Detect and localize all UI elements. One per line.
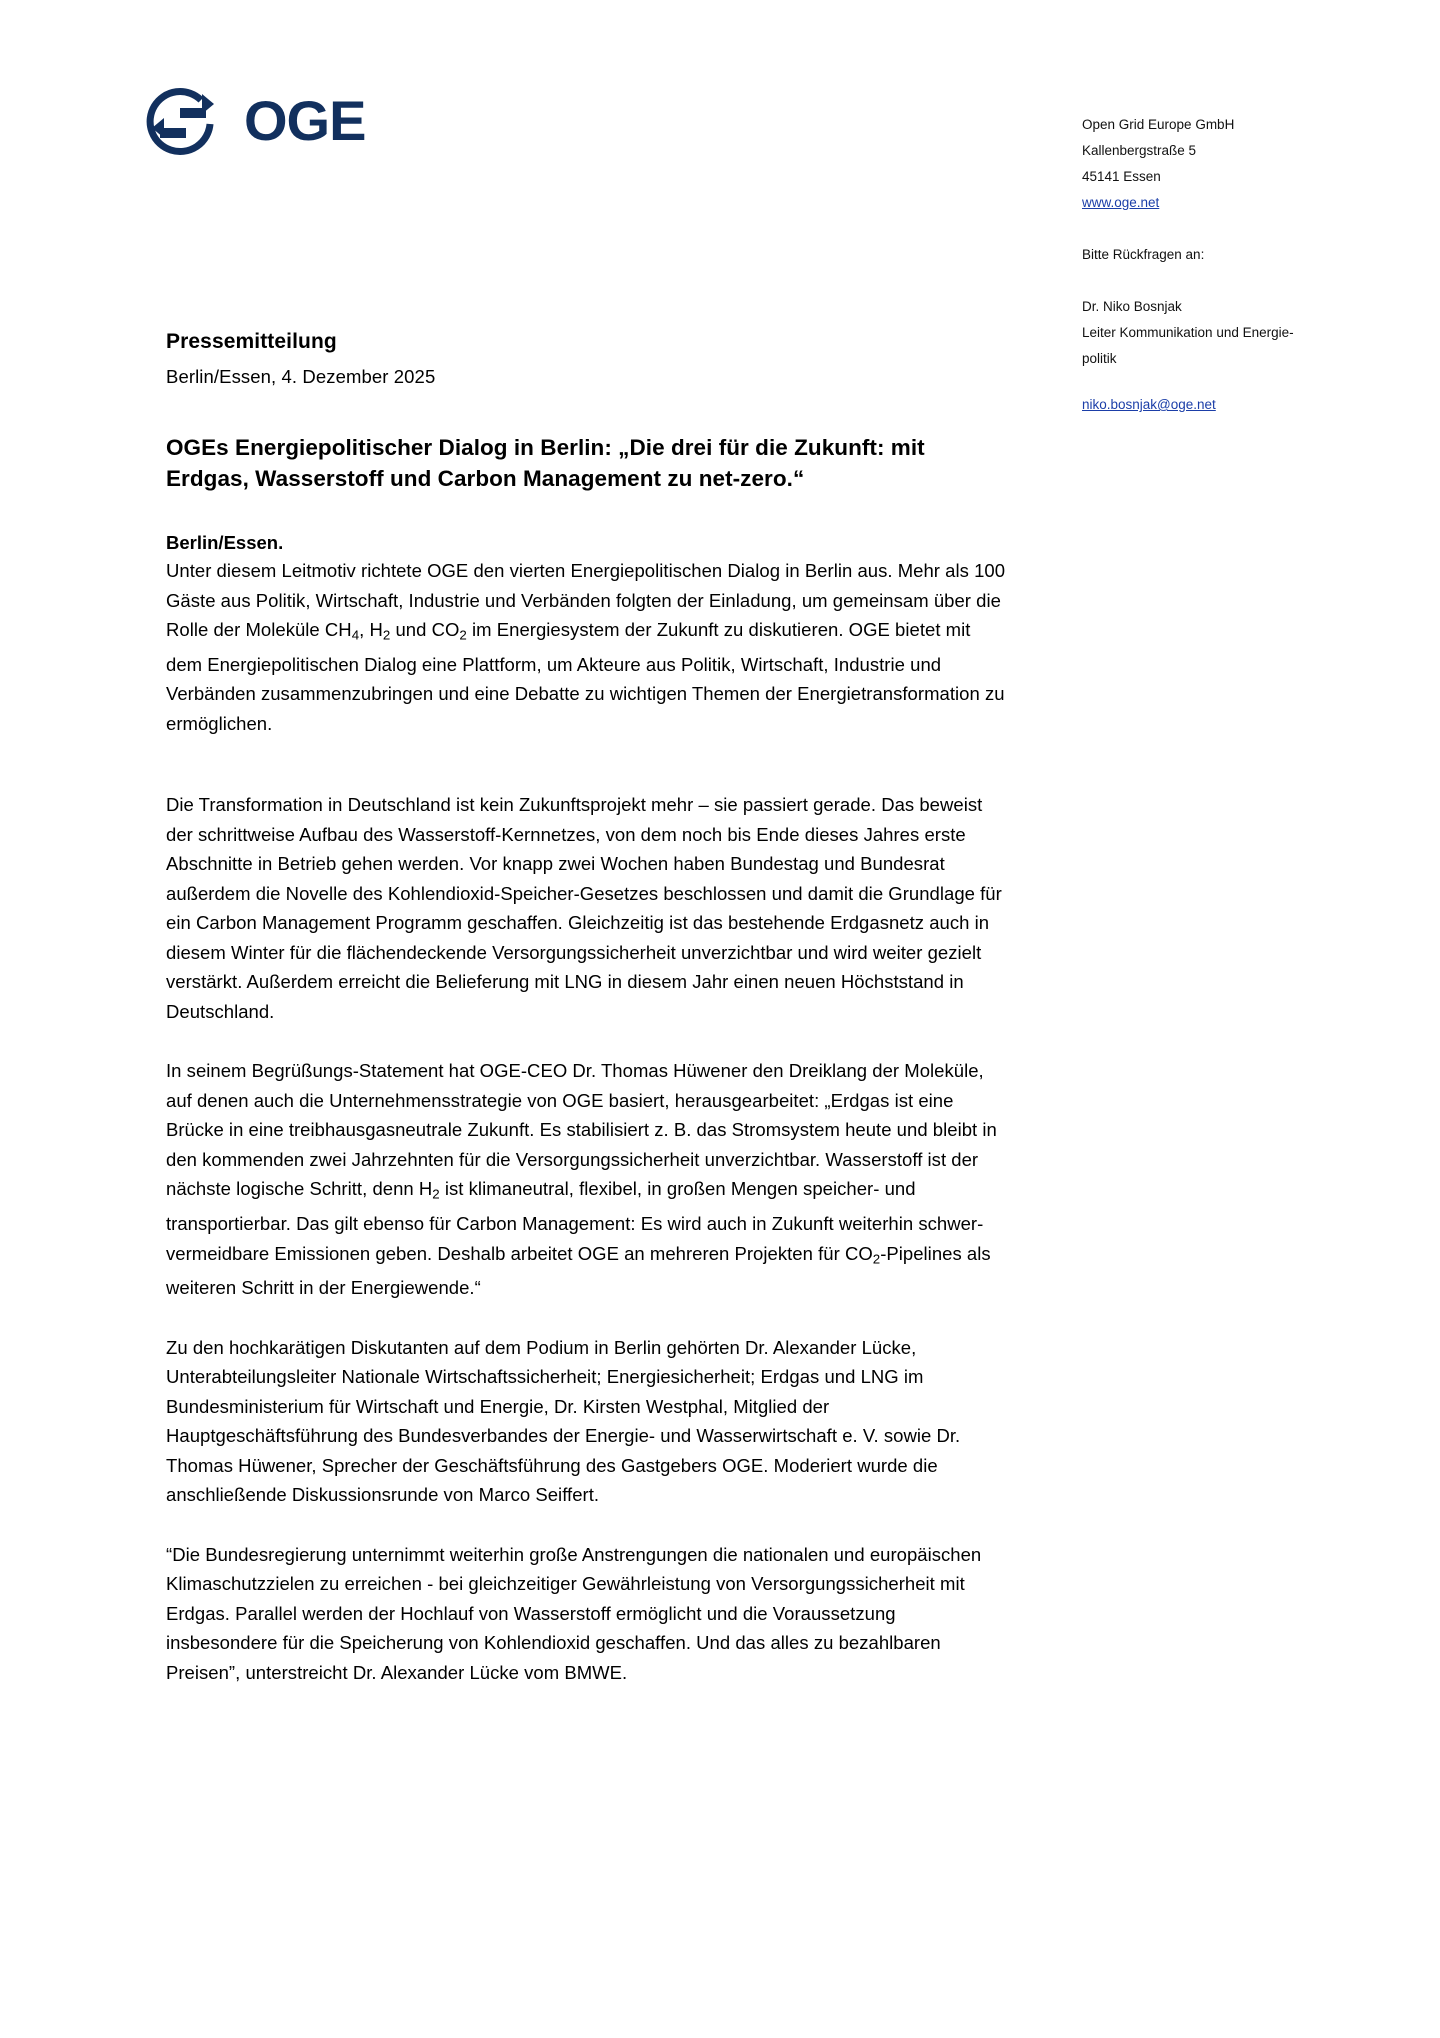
paragraph-2: Die Transformation in Deutschland ist kein Zukunftsprojekt mehr – sie passiert gerade. Das beweist der schrittweise Aufbau des Wasserstoff-Kernnetzes, von dem noch bis Ende dieses Jahres erste Abschnitte in Betrieb gehen werden. Vor knapp zwei Wochen haben Bundestag und Bundesrat außerdem die Novelle des Kohlendioxid-Speicher-Gesetzes beschlossen und damit die Grundlage für ein Carbon Management Programm geschaffen. Gleichzeitig ist das bestehende Erdgasnetz auch in diesem Winter für die flächendeckende Versorgungssicherheit unverzichtbar und wird weiter gezielt verstärkt. Außerdem erreicht die Belieferung mit LNG in diesem Jahr einen neuen Höchststand in Deutschland.	[166, 794, 1002, 1022]
sender-street: Kallenbergstraße 5	[1082, 143, 1197, 158]
contact-role-line2: politik	[1082, 351, 1117, 366]
contact-intro: Bitte Rückfragen an:	[1082, 247, 1205, 262]
paragraph-5: “Die Bundesregierung unternimmt weiterhin große Anstrengungen die nationalen und europäischen Klimaschutzzielen zu erreichen - bei gleichzeitiger Gewährleistung von Versorgungssicherheit mit Erdgas. Parallel werden der Hochlauf von Wasserstoff ermöglicht und die Voraussetzung insbesondere für die Speicherung von Kohlendioxid geschaffen. Und das alles zu bezahlbaren Preisen”, unterstreicht Dr. Alexander Lücke vom BMWE.	[166, 1543, 982, 1683]
paragraph-3: In seinem Begrüßungs-Statement hat OGE-CEO Dr. Thomas Hüwener den Dreiklang der Moleküle, auf denen auch die Unternehmensstrategie von OGE basiert, herausgearbeitet: „Erdgas ist eine Brücke in eine treibhausgasneutrale Zukunft. Es stabilisiert z. B. das Stromsystem heute und bleibt in den kommenden zwei Jahrzehnten für die Versorgungssicherheit unverzichtbar. Wasserstoff ist der nächste logische Schritt, denn $H_2$ ist klimaneutral, flexibel, in großen Mengen speicher- und transportierbar. Das gilt ebenso für Carbon Management: Es wird auch in Zukunft weiterhin schwer-vermeidbare Emissionen geben. Deshalb arbeitet OGE an mehreren Projekten für $CO_2$-Pipelines als weiteren Schritt in der Energiewende.“	[166, 1060, 997, 1299]
contact-name: Dr. Niko Bosnjak	[1082, 299, 1182, 314]
document-kicker: Pressemitteilung	[166, 330, 337, 353]
contact-email-link[interactable]: niko.bosnjak@oge.net	[1082, 397, 1216, 412]
paragraph-4: Zu den hochkarätigen Diskutanten auf dem Podium in Berlin gehörten Dr. Alexander Lücke, Unterabteilungsleiter Nationale Wirtschaftssicherheit; Energiesicherheit; Erdgas und LNG im Bundesministerium für Wirtschaft und Energie, Dr. Kirsten Westphal, Mitglied der Hauptgeschäftsführung des Bundesverbandes der Energie- und Wasserwirtschaft e. V. sowie Dr. Thomas Hüwener, Sprecher der Geschäftsführung des Gastgebers OGE. Moderiert wurde die anschließende Diskussionsrunde von Marco Seiffert.	[166, 1336, 961, 1506]
oge-logo-mark-icon	[140, 78, 226, 164]
sender-info	[1082, 112, 1382, 418]
contact-role-line1: Leiter Kommunikation und Energie-	[1082, 325, 1294, 340]
lead-label: Berlin/Essen.	[166, 532, 284, 553]
oge-logo	[140, 78, 365, 164]
document-body	[166, 330, 1006, 1717]
paragraph-1: Unter diesem Leitmotiv richtete OGE den vierten Energiepolitischen Dialog in Berlin aus. Mehr als 100 Gäste aus Politik, Wirtschaft, Industrie und Verbänden folgten der Einladung, um gemeinsam über die Rolle der Moleküle $CH_4$, $H_2$ und $CO_2$ im Energiesystem der Zukunft zu diskutieren. OGE bietet mit dem Energiepolitischen Dialog eine Plattform, um Akteure aus Politik, Wirtschaft, Industrie und Verbänden zusammenzubringen und eine Debatte zu wichtigen Themen der Energietransformation zu ermöglichen.	[166, 560, 1006, 734]
oge-wordmark: OGE	[244, 89, 366, 152]
page-title: OGEs Energiepolitischer Dialog in Berlin: „Die drei für die Zukunft: mit Erdgas, Wasserstoff und Carbon Management zu net-zero.“	[166, 435, 925, 491]
sender-company: Open Grid Europe GmbH	[1082, 117, 1235, 132]
sender-city: 45141 Essen	[1082, 169, 1161, 184]
website-link[interactable]: www.oge.net	[1082, 195, 1160, 210]
document-place-date: Berlin/Essen, 4. Dezember 2025	[166, 366, 436, 387]
